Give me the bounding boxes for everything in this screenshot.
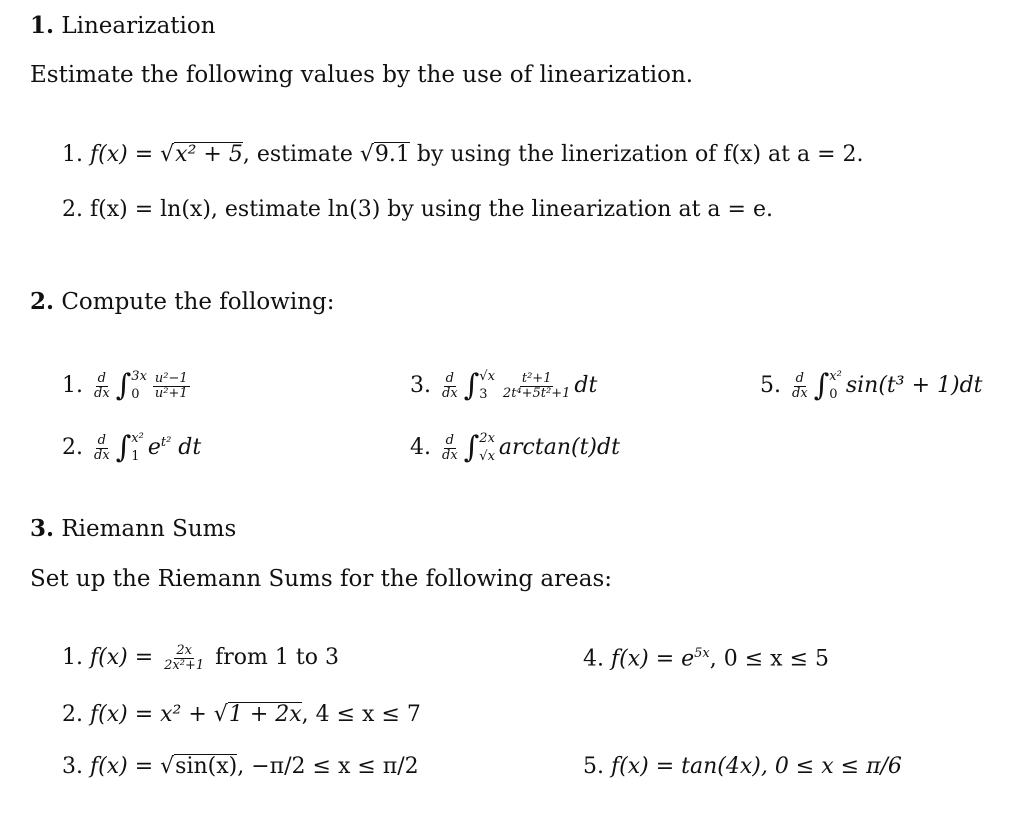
item-number: 2. xyxy=(62,197,83,222)
integral-limits: x² 1 xyxy=(131,431,144,465)
derivative-operator: $\frac{d}{dx}$ xyxy=(442,433,458,463)
list-item xyxy=(760,368,983,404)
integral-limits: x² 0 xyxy=(829,369,842,403)
derivative-operator: $\frac{d}{dx}$ xyxy=(442,371,458,401)
list-item: 2. $\frac{d}{dx}$ ∫ x² 1 $e^{t^2}$ dt xyxy=(62,430,202,466)
item-text: by using the linerization of f(x) at a = 2. xyxy=(409,142,864,167)
section-heading-linearization xyxy=(30,12,216,39)
integrand: sin(t³ + 1)dt xyxy=(845,373,983,399)
integral-sign: ∫ xyxy=(813,368,830,404)
section-number: 3. xyxy=(30,515,55,542)
integrand-fraction: $\frac{\text{u²−1}}{\text{u²+1}}$ xyxy=(154,371,188,401)
derivative-operator: $\frac{d}{dx}$ xyxy=(94,433,110,463)
item-text: f(x) = xyxy=(90,142,161,167)
list-item xyxy=(410,430,620,466)
section-heading-riemann xyxy=(30,515,236,542)
item-number: 3. xyxy=(410,373,431,399)
item-number: 4. xyxy=(583,646,604,672)
section-number: 1. xyxy=(30,12,55,39)
function-fraction: $\frac{2x}{\text{2x²+1}}$ xyxy=(164,643,205,673)
item-number: 5. xyxy=(760,373,781,399)
item-number: 2. xyxy=(62,435,83,461)
section-intro: Set up the Riemann Sums for the following areas: xyxy=(30,566,613,592)
list-item: 1. f(x) = $\frac{2x}{\text{2x²+1}}$ from 1 to 3 xyxy=(62,643,339,673)
list-item: 3. $\frac{d}{dx}$ ∫ √x 3 $\frac{\text{t²+1}}{\text{2t⁴+5t²+1}}$ dt xyxy=(410,368,598,404)
integral-sign: ∫ xyxy=(115,368,132,404)
item-text: , estimate xyxy=(242,142,360,167)
section-heading-compute xyxy=(30,288,335,315)
list-item xyxy=(62,368,192,404)
item-number: 4. xyxy=(410,435,431,461)
integrand: e xyxy=(147,435,161,461)
item-number: 1. xyxy=(62,142,83,167)
integrand-fraction: $\frac{\text{t²+1}}{\text{2t⁴+5t²+1}}$ xyxy=(502,371,571,401)
sqrt-expression: √sin(x) xyxy=(160,754,238,779)
list-item: 2. f(x) = x² + √1 + 2x, 4 ≤ x ≤ 7 xyxy=(62,702,421,727)
integrand: arctan(t)dt xyxy=(498,435,620,461)
integral-sign: ∫ xyxy=(463,430,480,466)
list-item: 3. f(x) = √sin(x), −π/2 ≤ x ≤ π/2 xyxy=(62,754,419,779)
sqrt-expression: √x² + 5 xyxy=(160,142,243,167)
item-text: f(x) = ln(x), estimate ln(3) by using the linearization at a = e. xyxy=(90,197,773,222)
integral-sign: ∫ xyxy=(463,368,480,404)
section-title: Linearization xyxy=(61,13,216,39)
section-number: 2. xyxy=(30,288,55,315)
item-number: 1. xyxy=(62,645,83,671)
integral-limits: √x 3 xyxy=(479,369,495,403)
list-item xyxy=(62,197,773,222)
list-item: 5. f(x) = tan(4x), 0 ≤ x ≤ π/6 xyxy=(583,754,902,779)
section-intro: Estimate the following values by the use of linearization. xyxy=(30,62,694,88)
item-number: 2. xyxy=(62,702,83,727)
item-number: 5. xyxy=(583,754,604,779)
sqrt-expression: √9.1 xyxy=(359,142,410,167)
sqrt-expression: √1 + 2x xyxy=(213,702,302,727)
integral-limits: 3x 0 xyxy=(131,369,147,403)
integral-sign: ∫ xyxy=(115,430,132,466)
derivative-operator: $\frac{d}{dx}$ xyxy=(94,371,110,401)
item-number: 1. xyxy=(62,373,83,399)
derivative-operator: $\frac{d}{dx}$ xyxy=(792,371,808,401)
list-item xyxy=(62,142,864,167)
section-title: Riemann Sums xyxy=(61,516,237,542)
item-number: 3. xyxy=(62,754,83,779)
section-title: Compute the following: xyxy=(61,289,335,315)
list-item: 4. $f(x) = e^{5x}$, 0 ≤ x ≤ 5 xyxy=(583,646,829,672)
integral-limits: 2x √x xyxy=(479,431,495,465)
